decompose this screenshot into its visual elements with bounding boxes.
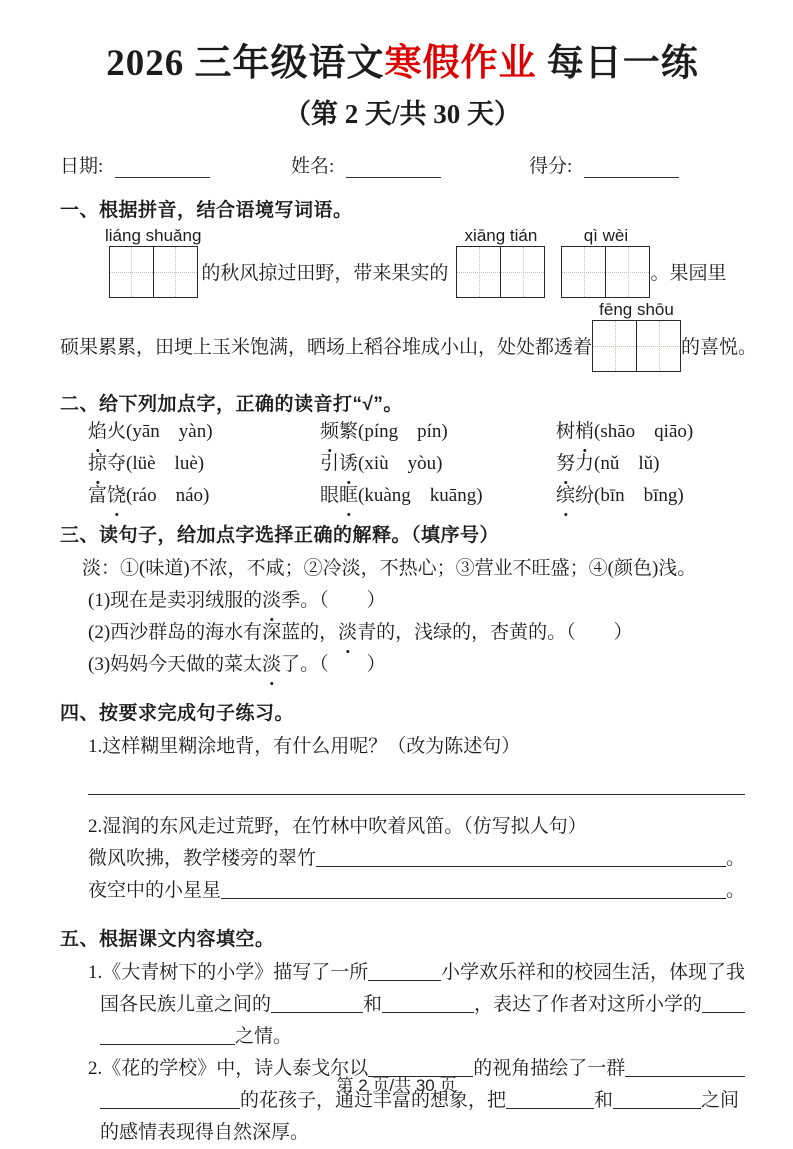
writing-box bbox=[592, 320, 681, 372]
pinyin-box-group bbox=[105, 226, 201, 298]
sentence-text: 。果园里 bbox=[650, 263, 727, 284]
word-item: 焰火(yān yàn) bbox=[88, 416, 320, 448]
header-fields bbox=[60, 151, 745, 178]
date-label: 日期: bbox=[60, 156, 104, 177]
fill-line: 国各民族儿童之间的 和 ，表达了作者对这所小学的 bbox=[100, 989, 745, 1021]
title-post: 每日一练 bbox=[536, 43, 699, 84]
date-field bbox=[60, 151, 291, 178]
word-item: 富饶(ráo náo) bbox=[88, 480, 320, 512]
fill-line: 1.《大青树下的小学》描写了一所 小学欢乐祥和的校园生活，体现了我 bbox=[88, 962, 745, 983]
word-item: 频繁(píng pín) bbox=[320, 416, 556, 448]
writing-box bbox=[561, 246, 650, 298]
page-footer: 第 2 页/共 30 页 bbox=[336, 1076, 457, 1095]
fill-in-blank bbox=[316, 848, 726, 867]
pronunciation-word-grid bbox=[88, 416, 745, 512]
sentence-text: 的秋风掠过田野，带来果实的 bbox=[201, 263, 449, 284]
section-1-line-2 bbox=[60, 300, 758, 372]
name-label: 姓名: bbox=[291, 156, 335, 177]
section-3-heading: 三、读句子，给加点字选择正确的解释。（填序号） bbox=[60, 525, 500, 546]
section-5-heading: 五、根据课文内容填空。 bbox=[60, 929, 275, 950]
pinyin-label: qì wèi bbox=[583, 226, 629, 245]
pinyin-box-group bbox=[561, 226, 650, 298]
page-title bbox=[60, 32, 745, 86]
exercise-item: 2.湿润的东风走过荒野，在竹林中吹着风笛。（仿写拟人句） bbox=[88, 816, 587, 837]
sentence-text: 硕果累累，田埂上玉米饱满，晒场上稻谷堆成小山，处处都透着 bbox=[60, 337, 593, 358]
title-highlight: 寒假作业 bbox=[384, 43, 537, 84]
fill-in-blank bbox=[271, 994, 363, 1013]
fill-in-blank bbox=[100, 1026, 235, 1045]
date-blank-line bbox=[115, 158, 210, 178]
name-field bbox=[291, 151, 529, 178]
score-blank-line bbox=[584, 158, 679, 178]
fill-in-blank bbox=[221, 880, 726, 899]
sentence-item: (3)妈妈今天做的菜太淡了。（ ） bbox=[88, 649, 745, 681]
word-item: 眼眶(kuàng kuāng) bbox=[320, 480, 556, 512]
writing-box bbox=[109, 246, 198, 298]
score-field bbox=[529, 151, 679, 178]
sentence-item: (1)现在是卖羽绒服的淡季。（ ） bbox=[88, 585, 745, 617]
pinyin-label: xiāng tián bbox=[464, 226, 538, 245]
word-item: 缤纷(bīn bīng) bbox=[556, 480, 745, 512]
word-item: 引诱(xiù yòu) bbox=[320, 448, 556, 480]
section-4-heading: 四、按要求完成句子练习。 bbox=[60, 703, 295, 724]
section-1-heading: 一、根据拼音，结合语境写词语。 bbox=[60, 200, 353, 221]
score-label: 得分: bbox=[529, 156, 573, 177]
fill-line: 夜空中的小星星 。 bbox=[88, 880, 745, 901]
fill-in-blank bbox=[382, 994, 474, 1013]
word-item: 树梢(shāo qiāo) bbox=[556, 416, 745, 448]
name-blank-line bbox=[346, 158, 441, 178]
fill-line: 的花孩子，通过丰富的想象，把 和 之间 bbox=[100, 1085, 745, 1117]
sentence-text: 的喜悦。 bbox=[681, 337, 758, 358]
fill-line: 2.《花的学校》中，诗人泰戈尔以 的视角描绘了一群 bbox=[88, 1053, 745, 1085]
pinyin-box-group bbox=[592, 300, 681, 372]
fill-in-blank bbox=[702, 994, 745, 1013]
fill-line: 微风吹拂，教学楼旁的翠竹 。 bbox=[88, 848, 745, 869]
word-item: 掠夺(lüè luè) bbox=[88, 448, 320, 480]
pinyin-box-group bbox=[456, 226, 545, 298]
word-item: 努力(nǔ lǔ) bbox=[556, 448, 745, 480]
section-2-heading: 二、给下列加点字，正确的读音打“√”。 bbox=[60, 394, 403, 415]
sentence-item: (2)西沙群岛的海水有深蓝的，淡青的，浅绿的，杏黄的。（ ） bbox=[88, 617, 745, 649]
writing-box bbox=[456, 246, 545, 298]
fill-in-blank bbox=[368, 962, 441, 981]
pinyin-label: liáng shuǎng bbox=[105, 226, 202, 245]
exercise-item: 1.这样糊里糊涂地背，有什么用呢？（改为陈述句） bbox=[88, 736, 521, 757]
definition-line: 淡：①(味道)不浓，不咸；②冷淡，不热心；③营业不旺盛；④(颜色)浅。 bbox=[82, 558, 697, 579]
fill-line: 的感情表现得自然深厚。 bbox=[100, 1122, 310, 1143]
answer-blank-line bbox=[88, 793, 745, 795]
page-subtitle: （第 2 天/共 30 天） bbox=[283, 99, 521, 129]
fill-line: 之情。 bbox=[100, 1021, 745, 1053]
title-pre: 2026 三年级语文 bbox=[106, 43, 385, 84]
pinyin-label: fēng shōu bbox=[599, 300, 674, 319]
section-1-line-1 bbox=[105, 226, 745, 298]
